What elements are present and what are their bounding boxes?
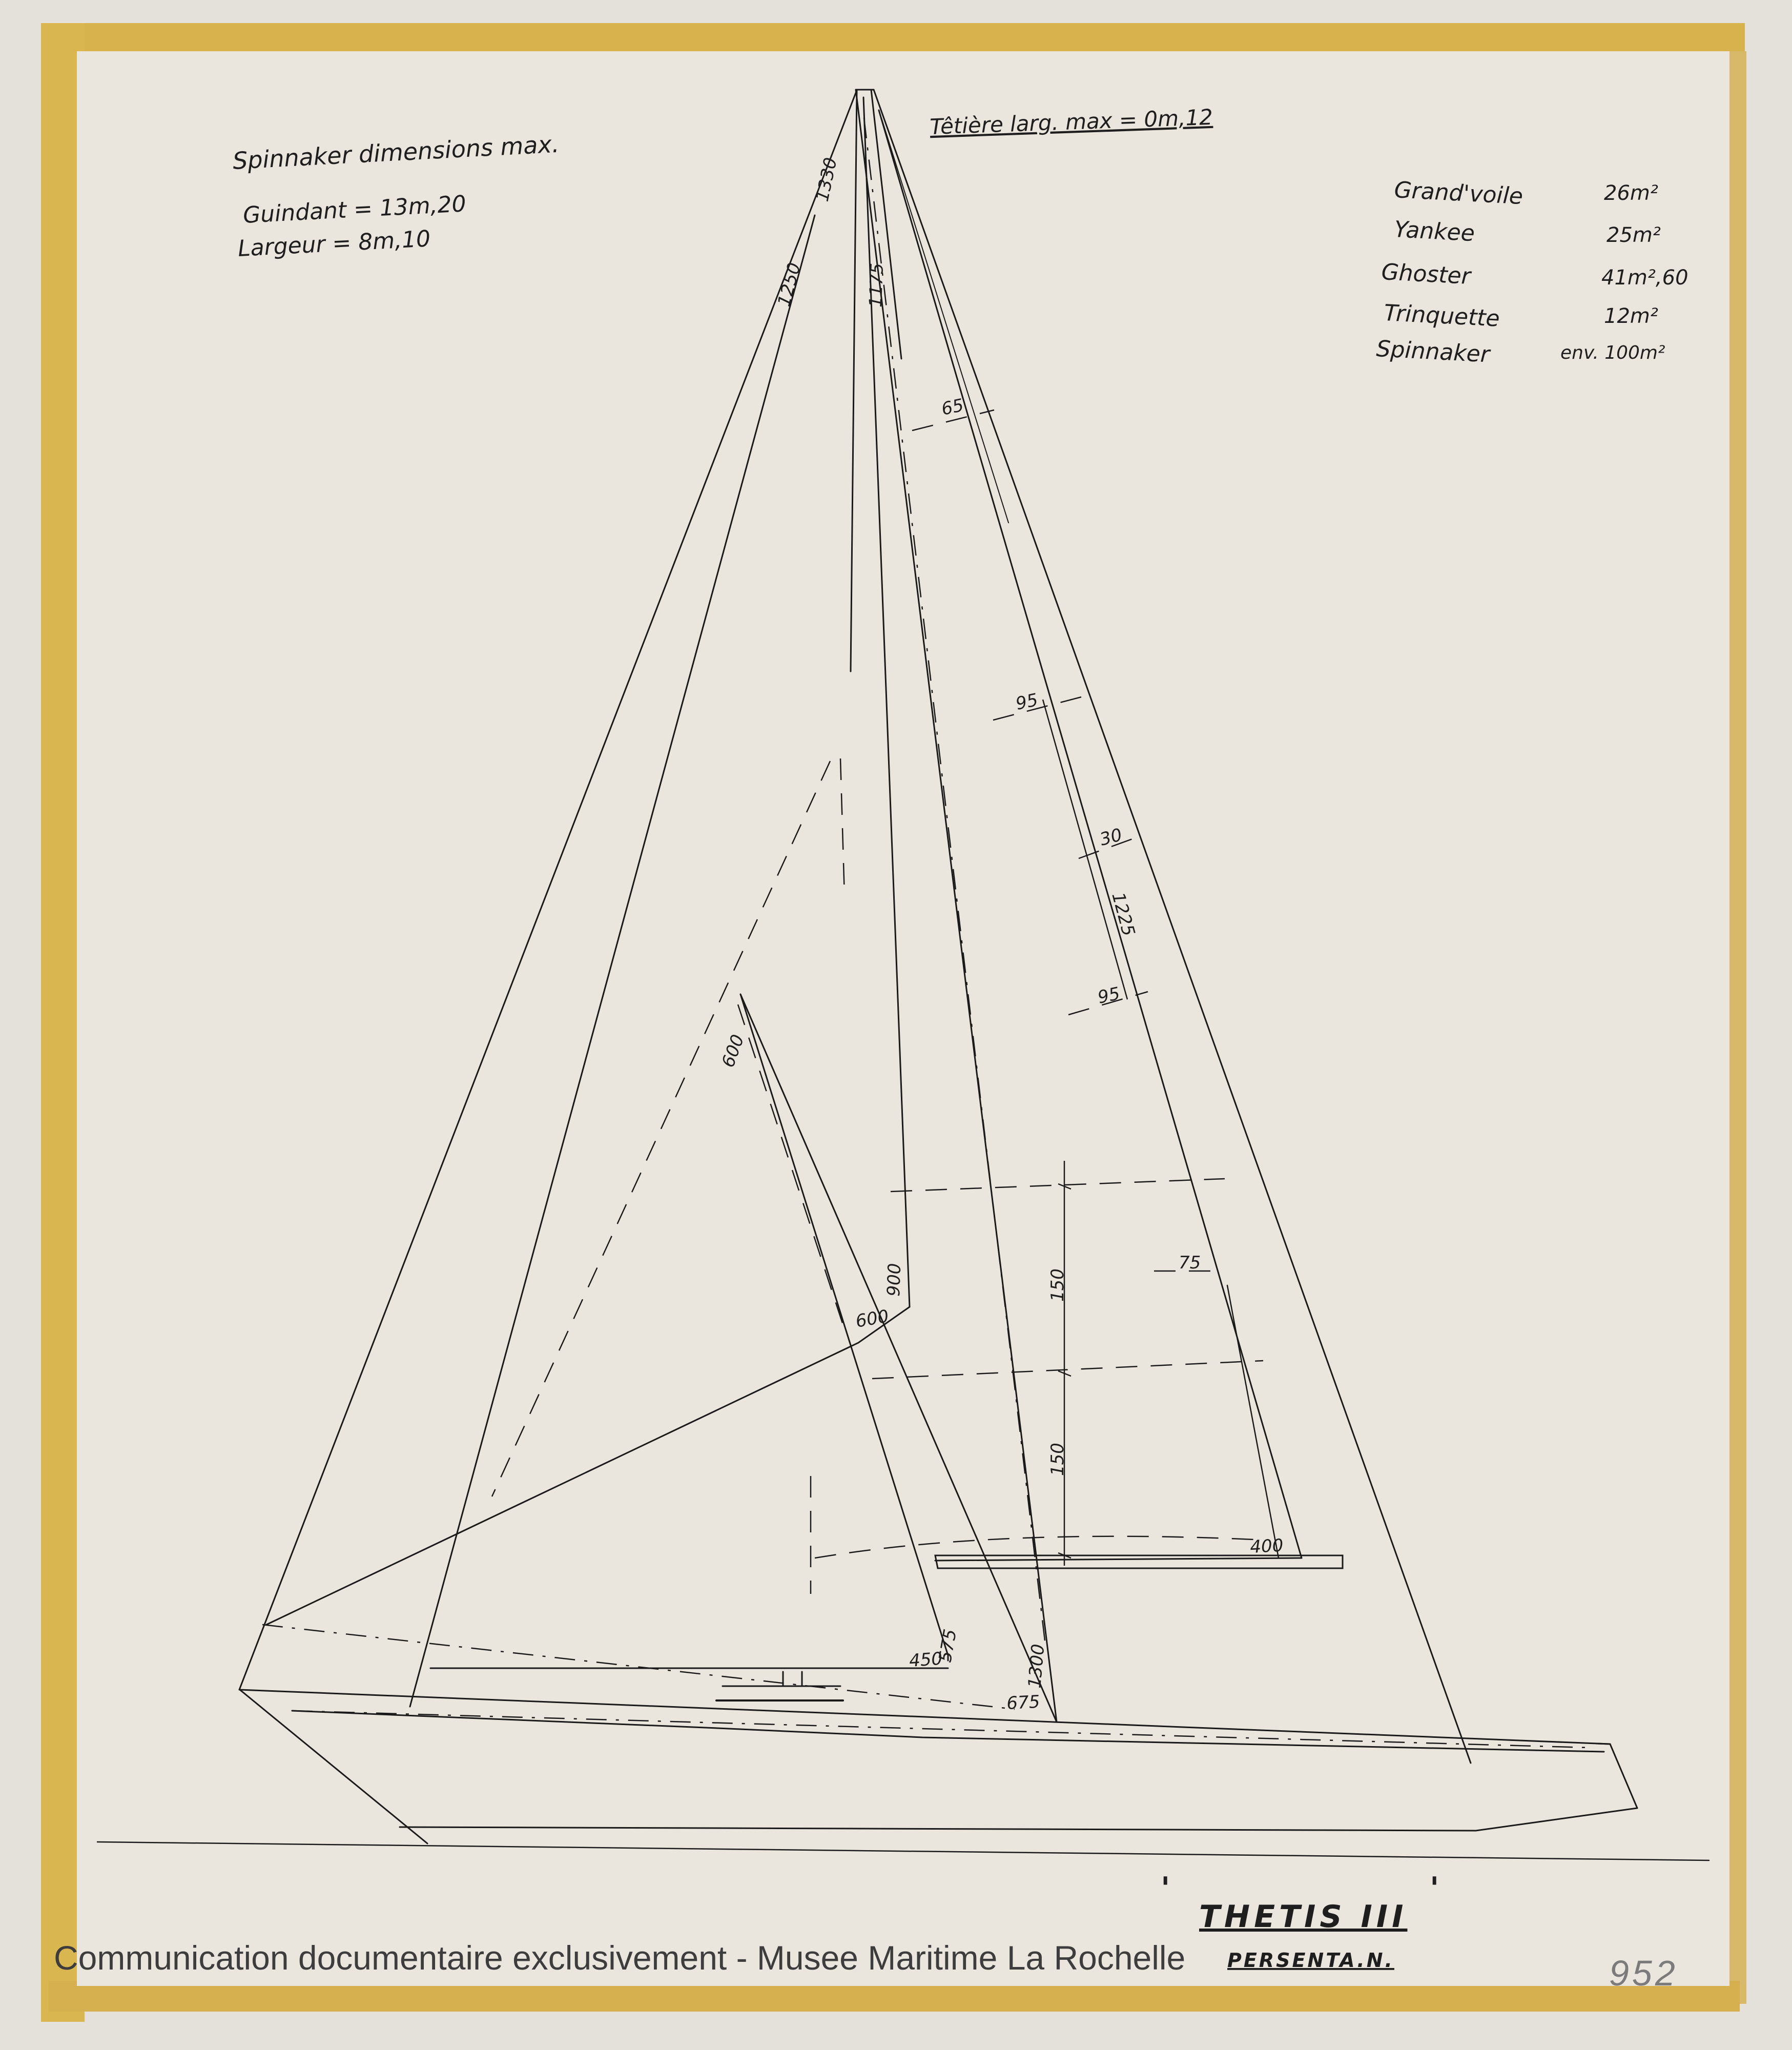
sail-name-2: Ghoster — [1381, 259, 1472, 290]
dim-65: 65 — [939, 395, 966, 420]
dim-95a: 95 — [1014, 689, 1040, 714]
genoa-leech — [851, 90, 857, 671]
spinnaker-note-largeur: Largeur = 8m,10 — [237, 225, 431, 262]
dim-675: 675 — [1006, 1691, 1041, 1714]
dim-1175: 1175 — [866, 262, 888, 308]
dim-75: 75 — [1179, 1253, 1201, 1273]
sail-name-0: Grand'voile — [1393, 177, 1524, 210]
sail-name-1: Yankee — [1393, 216, 1476, 247]
hull-bow — [1596, 1744, 1637, 1808]
sail-name-3: Trinquette — [1383, 300, 1500, 332]
dim-1300: 1300 — [1024, 1643, 1049, 1689]
spinnaker-note-guindant: Guindant = 13m,20 — [242, 191, 467, 229]
mast-aft — [871, 90, 901, 359]
dim-95b: 95 — [1096, 983, 1122, 1008]
main-foot — [935, 1558, 1302, 1561]
boat-name: THETIS III — [1199, 1899, 1408, 1935]
spinnaker-note-title: Spinnaker dimensions max. — [232, 130, 560, 175]
spinnaker-leech — [738, 1004, 846, 1332]
boom — [935, 1555, 1343, 1568]
mast — [856, 90, 1057, 1722]
waterline — [97, 1842, 1709, 1860]
dim-600a: 600 — [717, 1032, 749, 1071]
dim-150b: 150 — [1047, 1443, 1068, 1476]
jib-leech — [740, 994, 948, 1655]
dim-450: 450 — [908, 1648, 943, 1671]
dim-575: 575 — [935, 1627, 961, 1664]
watermark: Communication documentaire exclusivement - Musee Maritime La Rochelle — [54, 1939, 1186, 1977]
deck-centerline — [292, 1711, 1589, 1748]
tetiere-note: Têtière larg. max = 0m,12 — [929, 104, 1213, 139]
yankee-clew — [266, 1307, 910, 1625]
sail-area-1: 25m² — [1606, 223, 1661, 247]
drawing-number: 952 — [1609, 1953, 1678, 1993]
dim-30: 30 — [1097, 824, 1125, 850]
title-quote-open: ' — [1161, 1871, 1170, 1906]
sail-name-4: Spinnaker — [1375, 336, 1491, 368]
dim-600b: 600 — [854, 1306, 891, 1332]
dim-150a: 150 — [1047, 1268, 1068, 1302]
sheet-line — [262, 1625, 1015, 1709]
dim-1225: 1225 — [1107, 890, 1139, 938]
spinnaker-luff — [492, 761, 830, 1496]
jib-luff — [740, 994, 1057, 1722]
sail-area-4: env. 100m² — [1560, 342, 1665, 363]
reef-line — [1227, 1285, 1279, 1558]
batten-1 — [891, 1179, 1225, 1192]
hull-deck — [292, 1711, 1604, 1752]
dim-900: 900 — [883, 1263, 905, 1297]
sail-area-0: 26m² — [1604, 181, 1658, 205]
spinnaker-clew — [840, 758, 844, 897]
dim-400: 400 — [1249, 1535, 1284, 1557]
sail-area-2: 41m²,60 — [1601, 266, 1688, 290]
genoa-luff — [239, 90, 857, 1690]
boat-subtitle: PERSENTA.N. — [1227, 1949, 1394, 1972]
dim-1250: 1250 — [774, 260, 806, 309]
dim-1330: 1330 — [812, 155, 841, 203]
hull-bottom — [400, 1808, 1637, 1831]
yankee-luff — [410, 215, 815, 1707]
mast-centerline — [864, 118, 1045, 1645]
batten-2 — [872, 1361, 1263, 1379]
sail-area-3: 12m² — [1604, 304, 1658, 328]
main-leech-2 — [881, 118, 1008, 523]
title-quote-close: ' — [1430, 1871, 1439, 1906]
dim-line-1225 — [1043, 700, 1127, 999]
